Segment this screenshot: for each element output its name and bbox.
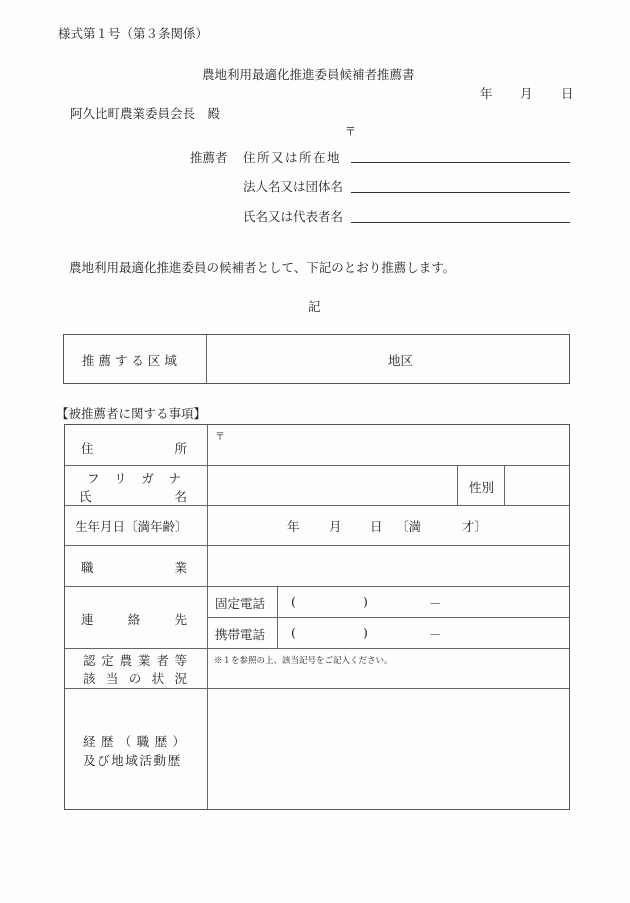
area-table (63, 334, 570, 384)
landline-close-paren: ) (363, 594, 368, 609)
mobile-input[interactable] (305, 620, 565, 646)
name-label: 氏 名 (79, 489, 187, 504)
recommender-address-input[interactable] (351, 162, 570, 163)
gender-divider (504, 465, 505, 505)
document-title: 農地利用最適化推進委員候補者推薦書 (202, 67, 415, 82)
section-title: 【被推薦者に関する事項】 (56, 406, 207, 421)
phone-divider (277, 586, 278, 648)
contact-label: 連 絡 先 (81, 612, 187, 627)
recommender-name-label: 氏名又は代表者名 (243, 209, 344, 224)
landline-input[interactable] (305, 589, 565, 615)
label-column-divider (207, 425, 208, 809)
row-divider (65, 465, 569, 466)
row-divider (65, 545, 569, 546)
birth-day-label: 日 (370, 519, 383, 534)
row-divider (65, 505, 569, 506)
recommender-name-input[interactable] (351, 222, 570, 223)
form-number: 様式第１号（第３条関係） (58, 26, 209, 41)
date-month-label: 月 (520, 86, 533, 101)
recommender-org-label: 法人名又は団体名 (243, 179, 344, 194)
nominee-postal-mark: 〒 (215, 432, 225, 443)
recommender-address-label: 住所又は所在地 (243, 150, 342, 165)
date-year-label: 年 (480, 86, 493, 101)
row-divider (65, 648, 569, 649)
nominee-name-input[interactable] (211, 469, 453, 501)
nominee-address-input[interactable] (215, 441, 565, 461)
row-divider (65, 688, 569, 689)
address-label: 住 所 (81, 441, 187, 456)
furigana-label: フ リ ガ ナ (87, 471, 181, 486)
landline-label: 固定電話 (215, 596, 266, 611)
area-divider (206, 335, 207, 383)
history-label-line2: 及び地域活動歴 (83, 753, 182, 768)
certified-input[interactable] (211, 667, 565, 685)
birth-year-label: 年 (287, 519, 300, 534)
history-input[interactable] (211, 693, 565, 805)
occupation-input[interactable] (211, 549, 565, 583)
row-divider (207, 617, 569, 618)
birth-label: 生年月日〔満年齢〕 (75, 519, 188, 534)
recommender-org-input[interactable] (351, 192, 570, 193)
area-label: 推 薦 す る 区 域 (82, 353, 177, 368)
birth-month-label: 月 (329, 519, 342, 534)
mobile-dash: － (429, 627, 442, 642)
gender-label: 性別 (469, 480, 495, 495)
statement: 農地利用最適化推進委員の候補者として、下記のとおり推薦します。 (69, 260, 456, 275)
ki-label: 記 (308, 299, 321, 314)
gender-divider (457, 465, 458, 505)
occupation-label: 職 業 (81, 560, 187, 575)
mobile-label: 携帯電話 (215, 627, 266, 642)
mobile-close-paren: ) (363, 625, 368, 640)
row-divider (65, 586, 569, 587)
gender-input[interactable] (508, 469, 566, 501)
postal-mark: 〒 (345, 125, 356, 138)
date-day-label: 日 (561, 86, 574, 101)
landline-open-paren: ( (291, 594, 296, 609)
certified-label-line2: 該 当 の 状 況 (83, 671, 187, 686)
recommender-label: 推薦者 (190, 150, 228, 165)
age-close-label: 才〕 (462, 519, 488, 534)
mobile-open-paren: ( (291, 625, 296, 640)
certified-label-line1: 認 定 農 業 者 等 (83, 653, 187, 668)
area-value-suffix[interactable]: 地区 (388, 353, 414, 368)
certified-note: ※１を参照の上、該当記号をご記入ください。 (214, 656, 393, 666)
landline-dash: － (429, 596, 442, 611)
history-label-line1: 経 歴 （ 職 歴 ） (83, 734, 185, 749)
addressee: 阿久比町農業委員会長 殿 (70, 106, 221, 121)
nominee-table (64, 424, 570, 810)
age-open-label: 〔満 (396, 519, 422, 534)
